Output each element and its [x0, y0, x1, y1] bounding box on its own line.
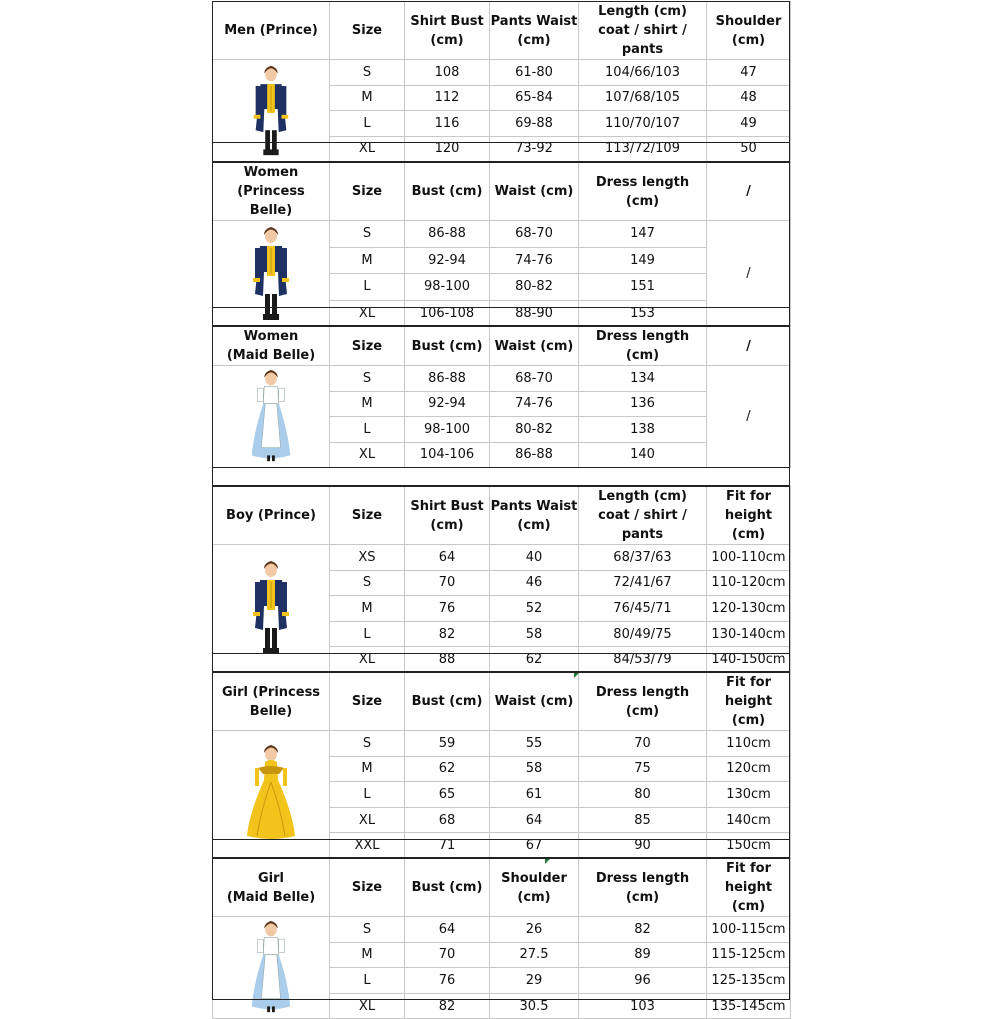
table-cell: 80/49/75	[579, 621, 707, 647]
column-header: Fit for height (cm)	[707, 859, 791, 917]
table-cell: 65-84	[490, 85, 579, 111]
column-header: Dress length (cm)	[579, 859, 707, 917]
table-cell: 92-94	[405, 247, 490, 274]
table-cell: 64	[405, 545, 490, 571]
table-cell: 64	[490, 807, 579, 833]
table-cell: XL	[330, 442, 405, 468]
table-cell: 65	[405, 782, 490, 808]
table-cell: 150cm	[707, 833, 791, 859]
table-cell: 76/45/71	[579, 596, 707, 622]
column-header: Length (cm) coat / shirt / pants	[579, 2, 707, 60]
column-header: Waist (cm)	[490, 673, 579, 731]
table-cell: 72/41/67	[579, 570, 707, 596]
column-header: Fit for height (cm)	[707, 673, 791, 731]
merged-cell: /	[707, 366, 791, 468]
table-cell: S	[330, 917, 405, 943]
table-cell: 76	[405, 596, 490, 622]
column-header: Size	[330, 327, 405, 366]
category-label: Boy (Prince)	[213, 487, 330, 545]
category-label: Women (Maid Belle)	[213, 327, 330, 366]
table-cell: 67	[490, 833, 579, 859]
table-cell: 92-94	[405, 391, 490, 417]
table-cell: 59	[405, 731, 490, 757]
column-header: Bust (cm)	[405, 859, 490, 917]
table-cell: XL	[330, 136, 405, 162]
comment-marker	[574, 673, 579, 678]
column-header: Shirt Bust (cm)	[405, 487, 490, 545]
prince-boy-costume-icon	[213, 547, 329, 669]
column-header: Dress length (cm)	[579, 327, 707, 366]
column-header: Size	[330, 859, 405, 917]
column-header: Bust (cm)	[405, 163, 490, 221]
column-header: Size	[330, 487, 405, 545]
table-cell: 46	[490, 570, 579, 596]
header-row	[213, 163, 791, 221]
table-cell: 27.5	[490, 942, 579, 968]
table-cell: XL	[330, 807, 405, 833]
table-cell: 88	[405, 647, 490, 673]
table-cell: 120-130cm	[707, 596, 791, 622]
table-row	[213, 917, 791, 943]
table-cell: 40	[490, 545, 579, 571]
table-cell: M	[330, 596, 405, 622]
header-row	[213, 327, 791, 366]
table-cell: 151	[579, 274, 707, 301]
table-cell: 85	[579, 807, 707, 833]
table-cell: 120	[405, 136, 490, 162]
table-cell: 70	[405, 942, 490, 968]
table-cell: 86-88	[490, 442, 579, 468]
category-label: Men (Prince)	[213, 2, 330, 60]
table-row	[213, 60, 791, 86]
table-row	[213, 366, 791, 392]
table-cell: 134	[579, 366, 707, 392]
column-header: Dress length (cm)	[579, 673, 707, 731]
table-cell: M	[330, 942, 405, 968]
girl-princess-belle-dress-icon	[213, 733, 329, 855]
table-cell: S	[330, 366, 405, 392]
table-cell: 130cm	[707, 782, 791, 808]
table-cell: 80-82	[490, 417, 579, 443]
table-cell: 52	[490, 596, 579, 622]
column-header: Shoulder (cm)	[490, 859, 579, 917]
costume-photo	[213, 917, 330, 1019]
table-cell: 107/68/105	[579, 85, 707, 111]
table-cell: 62	[405, 756, 490, 782]
table-cell: XL	[330, 647, 405, 673]
table-cell: 106-108	[405, 300, 490, 327]
table-cell: 147	[579, 221, 707, 248]
table-cell: 112	[405, 85, 490, 111]
column-header: Shoulder (cm)	[707, 2, 791, 60]
table-cell: 140cm	[707, 807, 791, 833]
table-cell: 49	[707, 111, 791, 137]
table-cell: 135-145cm	[707, 993, 791, 1019]
category-label: Women (Princess Belle)	[213, 163, 330, 221]
table-row	[213, 731, 791, 757]
category-label: Girl (Princess Belle)	[213, 673, 330, 731]
table-cell: 58	[490, 621, 579, 647]
size-table	[212, 486, 791, 673]
table-cell: 90	[579, 833, 707, 859]
table-cell: 70	[405, 570, 490, 596]
table-cell: 104-106	[405, 442, 490, 468]
table-row	[213, 545, 791, 571]
table-cell: 125-135cm	[707, 968, 791, 994]
table-cell: 55	[490, 731, 579, 757]
table-cell: L	[330, 417, 405, 443]
table-row	[213, 221, 791, 248]
maid-belle-dress-icon	[213, 369, 329, 465]
table-cell: 64	[405, 917, 490, 943]
size-table	[212, 858, 791, 1019]
table-cell: 68-70	[490, 221, 579, 248]
size-table	[212, 672, 791, 859]
table-cell: 110cm	[707, 731, 791, 757]
table-cell: 68	[405, 807, 490, 833]
table-cell: 86-88	[405, 366, 490, 392]
table-cell: 30.5	[490, 993, 579, 1019]
table-cell: 98-100	[405, 417, 490, 443]
table-cell: 61	[490, 782, 579, 808]
table-cell: 80	[579, 782, 707, 808]
table-cell: L	[330, 782, 405, 808]
column-header: Pants Waist (cm)	[490, 2, 579, 60]
table-cell: 47	[707, 60, 791, 86]
column-header: /	[707, 327, 791, 366]
costume-photo	[213, 366, 330, 468]
table-cell: 138	[579, 417, 707, 443]
table-cell: 104/66/103	[579, 60, 707, 86]
table-cell: 103	[579, 993, 707, 1019]
column-header: Fit for height (cm)	[707, 487, 791, 545]
category-label: Girl (Maid Belle)	[213, 859, 330, 917]
table-cell: M	[330, 85, 405, 111]
table-cell: 100-115cm	[707, 917, 791, 943]
header-row	[213, 859, 791, 917]
table-cell: 82	[579, 917, 707, 943]
table-cell: 98-100	[405, 274, 490, 301]
size-table	[212, 1, 791, 162]
table-cell: 29	[490, 968, 579, 994]
table-cell: 88-90	[490, 300, 579, 327]
column-header: /	[707, 163, 791, 221]
table-cell: 74-76	[490, 391, 579, 417]
table-cell: M	[330, 247, 405, 274]
table-cell: XS	[330, 545, 405, 571]
table-cell: L	[330, 111, 405, 137]
table-cell: 26	[490, 917, 579, 943]
table-cell: M	[330, 391, 405, 417]
size-table	[212, 162, 791, 327]
table-cell: 110/70/107	[579, 111, 707, 137]
table-cell: 71	[405, 833, 490, 859]
header-row	[213, 2, 791, 60]
table-cell: 62	[490, 647, 579, 673]
table-cell: XL	[330, 993, 405, 1019]
table-cell: 68-70	[490, 366, 579, 392]
table-cell: 153	[579, 300, 707, 327]
table-cell: 48	[707, 85, 791, 111]
table-cell: 69-88	[490, 111, 579, 137]
table-cell: 100-110cm	[707, 545, 791, 571]
column-header: Waist (cm)	[490, 327, 579, 366]
table-cell: 140-150cm	[707, 647, 791, 673]
table-cell: S	[330, 731, 405, 757]
section-gap	[212, 143, 790, 162]
section-gap	[212, 308, 790, 326]
table-cell: L	[330, 274, 405, 301]
table-cell: 113/72/109	[579, 136, 707, 162]
merged-cell: /	[707, 221, 791, 327]
table-cell: 84/53/79	[579, 647, 707, 673]
table-cell: 50	[707, 136, 791, 162]
table-cell: S	[330, 60, 405, 86]
table-cell: 75	[579, 756, 707, 782]
table-cell: M	[330, 756, 405, 782]
size-table	[212, 326, 791, 468]
table-cell: 110-120cm	[707, 570, 791, 596]
table-cell: 130-140cm	[707, 621, 791, 647]
table-cell: 96	[579, 968, 707, 994]
table-cell: 76	[405, 968, 490, 994]
column-header: Bust (cm)	[405, 673, 490, 731]
table-cell: XL	[330, 300, 405, 327]
table-cell: 58	[490, 756, 579, 782]
column-header: Size	[330, 2, 405, 60]
table-cell: 86-88	[405, 221, 490, 248]
table-cell: 108	[405, 60, 490, 86]
table-cell: 116	[405, 111, 490, 137]
girl-maid-belle-dress-icon	[213, 920, 329, 1016]
table-cell: 120cm	[707, 756, 791, 782]
column-header: Size	[330, 673, 405, 731]
header-row	[213, 673, 791, 731]
column-header: Size	[330, 163, 405, 221]
table-cell: 73-92	[490, 136, 579, 162]
column-header: Bust (cm)	[405, 327, 490, 366]
column-header: Waist (cm)	[490, 163, 579, 221]
header-row	[213, 487, 791, 545]
column-header: Pants Waist (cm)	[490, 487, 579, 545]
section-gap	[212, 468, 790, 486]
table-cell: 61-80	[490, 60, 579, 86]
column-header: Shirt Bust (cm)	[405, 2, 490, 60]
table-cell: 80-82	[490, 274, 579, 301]
table-cell: XXL	[330, 833, 405, 859]
table-cell: S	[330, 570, 405, 596]
table-cell: L	[330, 968, 405, 994]
table-cell: 89	[579, 942, 707, 968]
table-cell: 82	[405, 993, 490, 1019]
column-header: Length (cm) coat / shirt / pants	[579, 487, 707, 545]
table-cell: 149	[579, 247, 707, 274]
column-header: Dress length (cm)	[579, 163, 707, 221]
table-cell: S	[330, 221, 405, 248]
table-cell: 136	[579, 391, 707, 417]
comment-marker	[545, 859, 550, 864]
table-cell: L	[330, 621, 405, 647]
table-cell: 82	[405, 621, 490, 647]
section-gap	[212, 654, 790, 672]
section-gap	[212, 840, 790, 858]
table-cell: 140	[579, 442, 707, 468]
table-cell: 70	[579, 731, 707, 757]
table-cell: 115-125cm	[707, 942, 791, 968]
table-cell: 74-76	[490, 247, 579, 274]
table-cell: 68/37/63	[579, 545, 707, 571]
